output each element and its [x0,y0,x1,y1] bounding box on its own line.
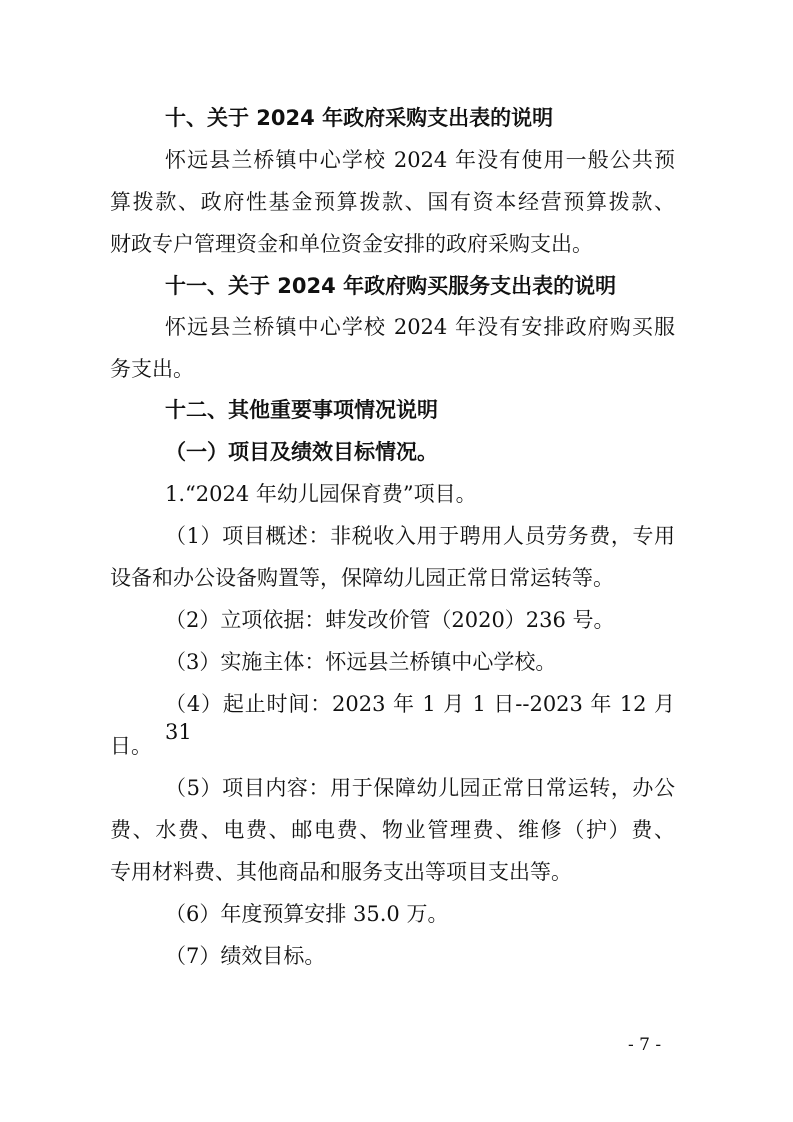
paragraph-line: （2）立项依据：蚌发改价管（2020）236 号。 [165,608,615,632]
paragraph-line: 务支出。 [110,357,194,381]
paragraph-line: 算拨款、政府性基金预算拨款、国有资本经营预算拨款、 [110,190,675,214]
paragraph-line: 专用材料费、其他商品和服务支出等项目支出等。 [110,860,572,884]
paragraph-line: 怀远县兰桥镇中心学校 2024 年没有安排政府购买服 [165,315,675,339]
paragraph-line: 怀远县兰桥镇中心学校 2024 年没有使用一般公共预 [165,148,675,172]
project-heading-text: 1.“2024 年幼儿园保育费”项目。 [165,482,477,506]
project-heading [165,480,477,508]
section-heading-11: 十一、关于 2024 年政府购买服务支出表的说明 [165,274,617,298]
paragraph-line: （4）起止时间：2023 年 1 月 1 日--2023 年 12 月 31 [165,692,675,744]
paragraph-line: （6）年度预算安排 35.0 万。 [165,902,449,926]
paragraph-line: （7）绩效目标。 [165,944,326,968]
paragraph-line: 财政专户管理资金和单位资金安排的政府采购支出。 [110,232,593,256]
paragraph-line: 费、水费、电费、邮电费、物业管理费、维修（护）费、 [110,818,675,842]
section-heading-12: 十二、其他重要事项情况说明 [165,398,438,422]
paragraph-line: 日。 [110,734,152,758]
page-number: - 7 - [628,1035,662,1055]
paragraph-line: （5）项目内容：用于保障幼儿园正常日常运转，办公 [165,776,675,800]
subsection-heading: （一）项目及绩效目标情况。 [165,440,438,464]
section-heading-10: 十、关于 2024 年政府采购支出表的说明 [165,106,554,130]
paragraph-line: （3）实施主体：怀远县兰桥镇中心学校。 [165,650,557,674]
paragraph-line: 设备和办公设备购置等，保障幼儿园正常日常运转等。 [110,566,614,590]
paragraph-line: （1）项目概述：非税收入用于聘用人员劳务费，专用 [165,524,675,548]
